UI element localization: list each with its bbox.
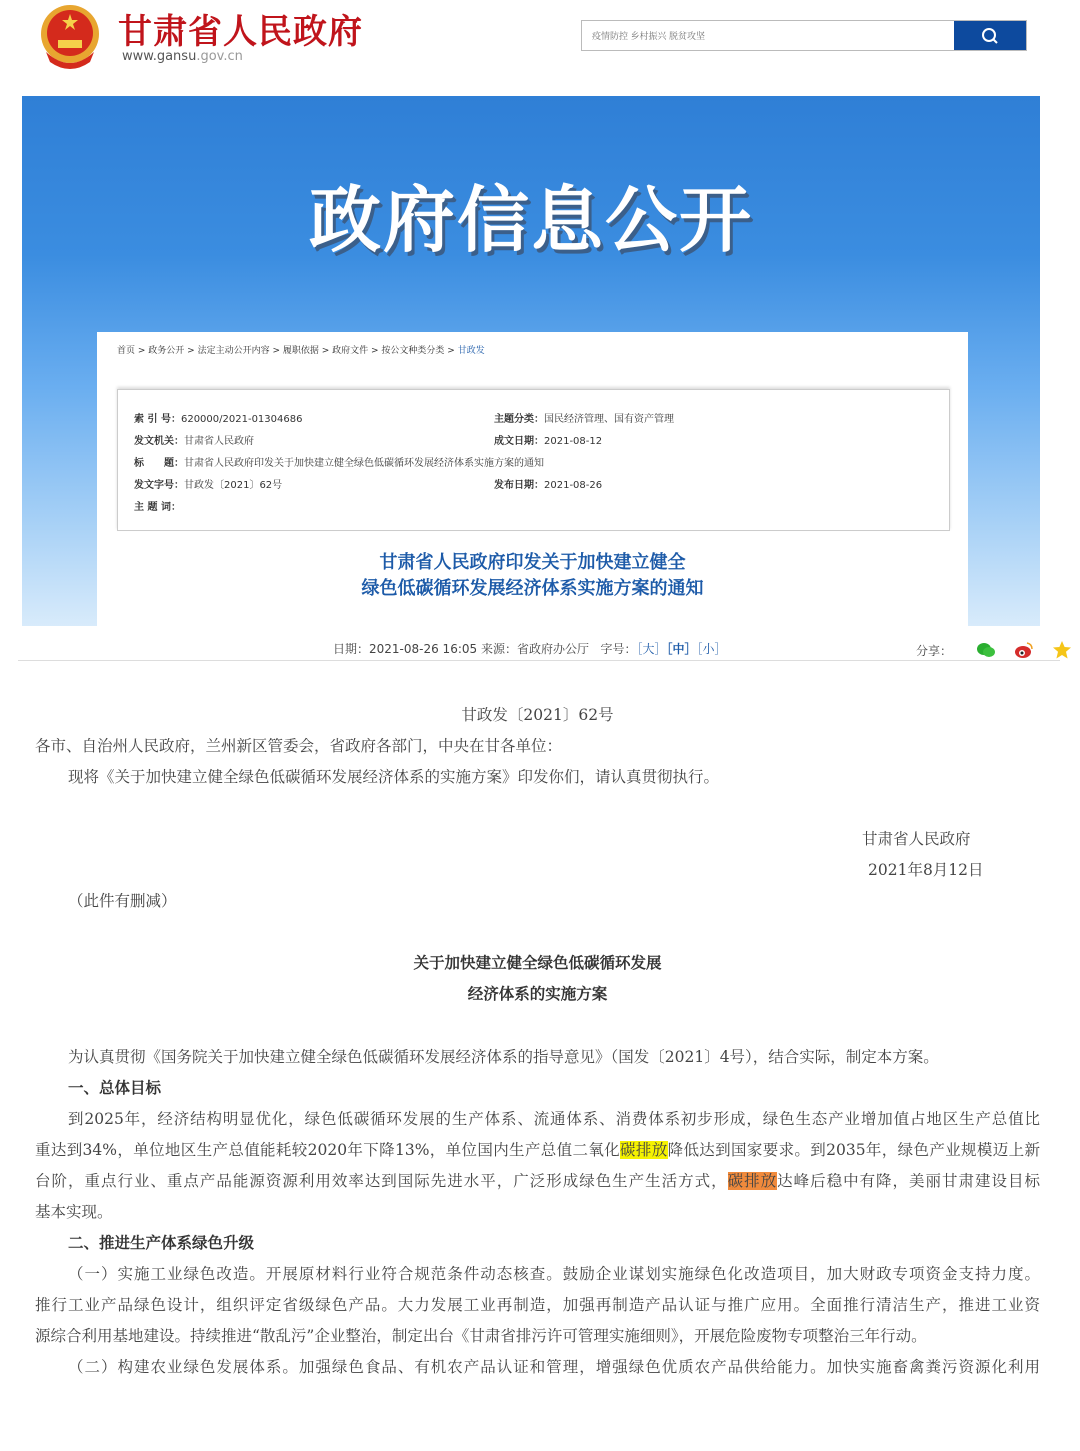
paragraph-line: （一）实施工业绿色改造。开展原材料行业符合规范条件动态核查。鼓励企业谋划实施绿色化改造项目，加大财政专项资金支持力度。 (68, 1265, 1040, 1283)
paragraph-line: 台阶，重点行业、重点产品能源资源利用效率达到国际先进水平，广泛形成绿色生产生活方式，碳排放达峰后稳中有降，美丽甘肃建设目标 (35, 1172, 1040, 1190)
weibo-icon[interactable] (1014, 641, 1034, 659)
highlight-carbon-emission: 碳排放 (620, 1141, 668, 1159)
site-name[interactable]: 甘肃省人民政府 (118, 12, 363, 52)
font-small-button[interactable]: ［小］ (696, 642, 727, 656)
search-button[interactable] (954, 21, 1026, 50)
breadcrumb: 首页 > 政务公开 > 法定主动公开内容 > 履职依据 > 政府文件 > 按公文种类分类 > 甘政发 (117, 346, 485, 356)
breadcrumb-item[interactable]: 按公文种类分类 (381, 346, 445, 356)
paragraph-line: 到2025年，经济结构明显优化，绿色低碳循环发展的生产体系、流通体系、消费体系初步形成，绿色生态产业增加值占地区生产总值比 (68, 1110, 1040, 1128)
section-heading: 一、总体目标 (68, 1079, 162, 1097)
site-url-suffix: .gov.cn (196, 49, 243, 64)
national-emblem-logo (38, 4, 102, 70)
paragraph-line: （二）构建农业绿色发展体系。加强绿色食品、有机农产品认证和管理，增强绿色优质农产品供给能力。加快实施畜禽粪污资源化利用 (68, 1358, 1040, 1376)
share-bar (916, 640, 1072, 660)
site-url (122, 49, 243, 64)
breadcrumb-item[interactable]: 法定主动公开内容 (197, 346, 270, 356)
breadcrumb-item[interactable]: 政府文件 (332, 346, 369, 356)
search-bar (581, 20, 1027, 51)
wechat-icon[interactable] (976, 642, 996, 658)
article-meta (333, 640, 727, 657)
publish-date: 发布日期：2021-08-26 (494, 480, 603, 491)
banner-title: 政府信息公开 (308, 178, 753, 262)
doc-number: 甘政发〔2021〕62号 (461, 706, 614, 724)
doc-title-field: 标 题：甘肃省人民政府印发关于加快建立健全绿色低碳循环发展经济体系实施方案的通知 (134, 458, 544, 469)
document-number: 发文字号：甘政发〔2021〕62号 (134, 480, 283, 491)
font-size-label: 字号： (600, 642, 637, 656)
plan-title-line: 关于加快建立健全绿色低碳循环发展 (413, 953, 662, 972)
topic-category: 主题分类：国民经济管理、国有资产管理 (494, 414, 674, 425)
intro-paragraph: 为认真贯彻《国务院关于加快建立健全绿色低碳循环发展经济体系的指导意见》（国发〔2021〕4号），结合实际，制定本方案。 (68, 1048, 939, 1066)
document-info-box (117, 389, 950, 531)
section-heading: 二、推进生产体系绿色升级 (68, 1234, 255, 1252)
sign-date: 2021年8月12日 (868, 861, 984, 879)
document-title-line: 绿色低碳循环发展经济体系实施方案的通知 (361, 578, 704, 599)
share-label: 分享： (916, 643, 953, 658)
paragraph-line: 推行工业产品绿色设计，组织评定省级绿色产品。大力发展工业再制造，加强再制造产品认证与推广应用。全面推行清洁生产，推进工业资 (35, 1296, 1040, 1314)
index-number: 索 引 号：620000/2021-01304686 (134, 414, 303, 425)
paragraph-line: 重达到34%，单位地区生产总值能耗较2020年下降13%，单位国内生产总值二氧化碳排放降低达到国家要求。到2035年，绿色产业规模迈上新 (35, 1141, 1040, 1159)
paragraph-line: 基本实现。 (35, 1203, 113, 1221)
keywords: 主 题 词： (134, 502, 181, 513)
notice-text: 现将《关于加快建立健全绿色低碳循环发展经济体系的实施方案》印发你们，请认真贯彻执行。 (68, 768, 720, 786)
signer: 甘肃省人民政府 (862, 830, 971, 848)
breadcrumb-item[interactable]: 履职依据 (282, 346, 319, 356)
written-date: 成文日期：2021-08-12 (494, 436, 603, 447)
divider (18, 660, 1060, 661)
source: 来源：省政府办公厅 (480, 642, 589, 656)
site-url-main: www.gansu (122, 49, 197, 64)
breadcrumb-item[interactable]: 政务公开 (148, 346, 185, 356)
highlight-carbon-emission: 碳排放 (727, 1172, 778, 1190)
document-title-line: 甘肃省人民政府印发关于加快建立健全 (379, 552, 686, 573)
magnifier-icon (981, 27, 999, 45)
favorite-star-icon[interactable] (1052, 640, 1072, 660)
breadcrumb-current[interactable]: 甘政发 (457, 346, 485, 356)
font-large-button[interactable]: ［大］ (636, 642, 667, 656)
breadcrumb-item[interactable]: 首页 (117, 346, 136, 356)
font-medium-button[interactable]: ［中］ (666, 642, 697, 656)
recipients: 各市、自治州人民政府，兰州新区管委会，省政府各部门，中央在甘各单位： (35, 737, 563, 755)
issuing-authority: 发文机关：甘肃省人民政府 (134, 436, 254, 447)
document-title (97, 550, 968, 602)
paragraph-line: 源综合利用基地建设。持续推进“散乱污”企业整治，制定出台《甘肃省排污许可管理实施细则》，开展危险废物专项整治三年行动。 (35, 1327, 927, 1345)
search-input[interactable] (582, 21, 954, 50)
abridged-note: （此件有删减） (68, 892, 177, 910)
document-card (97, 332, 968, 626)
plan-title-line: 经济体系的实施方案 (467, 984, 608, 1003)
publish-datetime: 日期：2021-08-26 16:05 (333, 642, 478, 656)
